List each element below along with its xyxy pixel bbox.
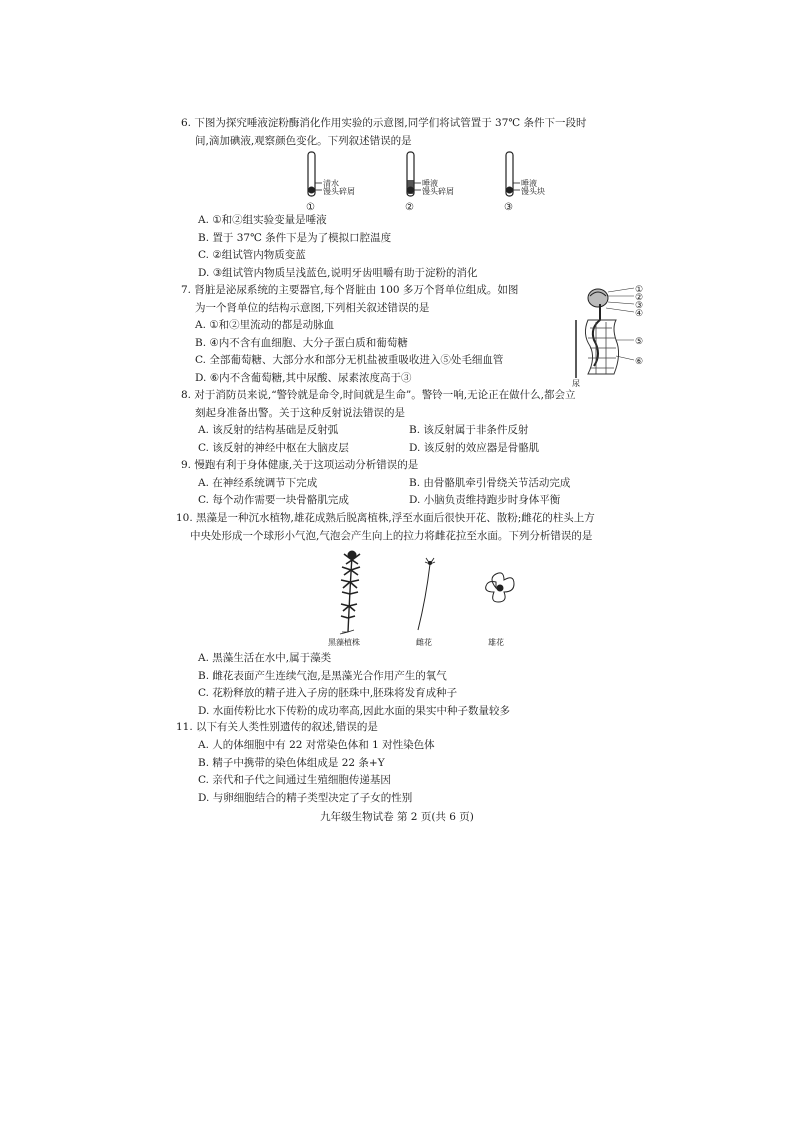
question-10-option-a[interactable]: A. 黑藻生活在水中,属于藻类 (198, 652, 332, 664)
question-6-option-a[interactable]: A. ①和②组实验变量是唾液 (198, 214, 327, 226)
question-11-option-d[interactable]: D. 与卵细胞结合的精子类型决定了子女的性别 (198, 791, 413, 804)
test-tube-1-number: ① (306, 202, 315, 213)
question-6-stem-line-2: 间,滴加碘液,观察颜色变化。下列叙述错误的是 (195, 134, 412, 147)
question-7-option-b[interactable]: B. ④内不含有血细胞、大分子蛋白质和葡萄糖 (195, 336, 408, 349)
question-7-option-c[interactable]: C. 全部葡萄糖、大部分水和部分无机盐被重吸收进入⑤处毛细血管 (195, 354, 504, 366)
male-flower-label: 雄花 (488, 638, 504, 647)
test-tube-3-top-label: 唾液 (521, 179, 537, 188)
test-tube-2 (405, 152, 454, 213)
test-tube-1 (306, 152, 355, 213)
test-tube-figure (290, 150, 560, 214)
question-11-stem: 11. 以下有关人类性别遗传的叙述,错误的是 (176, 721, 378, 733)
question-7-option-d[interactable]: D. ⑥内不含葡萄糖,其中尿酸、尿素浓度高于③ (195, 371, 412, 384)
nephron-label-2: ② (635, 293, 644, 303)
male-flower (486, 573, 514, 602)
nephron-label-5: ⑤ (635, 337, 644, 347)
question-9-option-b[interactable]: B. 由骨骼肌牵引骨绕关节活动完成 (409, 477, 571, 489)
question-8-stem-line-1: 8. 对于消防员来说,“警铃就是命令,时间就是生命”。警铃一响,无论正在做什么,都会立 (181, 389, 576, 401)
page-footer: 九年级生物试卷 第 2 页(共 6 页) (320, 811, 474, 823)
question-8-option-d[interactable]: D. 该反射的效应器是骨骼肌 (409, 442, 540, 454)
nephron-label-1: ① (635, 285, 644, 295)
question-8-option-a[interactable]: A. 该反射的结构基础是反射弧 (198, 424, 339, 436)
question-6-option-c[interactable]: C. ②组试管内物质变蓝 (198, 249, 306, 261)
hydrilla-plant-label: 黑藻植株 (328, 638, 360, 647)
question-7-option-a[interactable]: A. ①和②里流动的都是动脉血 (195, 319, 335, 331)
nephron-label-3: ③ (635, 301, 644, 311)
test-tube-3-number: ③ (504, 202, 513, 213)
question-10-option-d[interactable]: D. 水面传粉比水下传粉的成功率高,因此水面的果实中种子数量较多 (198, 704, 511, 717)
nephron-label-6: ⑥ (635, 357, 644, 367)
question-8-option-b[interactable]: B. 该反射属于非条件反射 (409, 424, 529, 436)
question-11-options (198, 737, 676, 807)
question-11-option-a[interactable]: A. 人的体细胞中有 22 对常染色体和 1 对性染色体 (198, 739, 435, 751)
question-6-option-b[interactable]: B. 置于 37℃ 条件下是为了模拟口腔温度 (198, 231, 392, 244)
female-flower-label: 雌花 (416, 638, 432, 647)
question-10-option-b[interactable]: B. 雌花表面产生连续气泡,是黑藻光合作用产生的氧气 (198, 669, 447, 682)
question-11 (176, 719, 654, 737)
nephron-label-4: ④ (635, 309, 644, 319)
test-tube-2-number: ② (405, 202, 414, 213)
question-10-stem-line-1: 10. 黑藻是一种沉水植物,雄花成熟后脱离植株,浮至水面后很快开花、散粉;雌花的柱头上方 (176, 512, 595, 524)
question-7-stem-line-1: 7. 肾脏是泌尿系统的主要器官,每个肾脏由 100 多万个肾单位组成。如图 (181, 284, 519, 296)
question-9-option-a[interactable]: A. 在神经系统调节下完成 (198, 477, 318, 489)
question-9 (181, 457, 659, 475)
question-7-stem-line-2: 为一个肾单位的结构示意图,下列相关叙述错误的是 (195, 301, 430, 314)
question-6-stem-line-1: 6. 下图为探究唾液淀粉酶消化作用实验的示意图,同学们将试管置于 37℃ 条件下一段时 (181, 117, 587, 129)
question-11-option-c[interactable]: C. 亲代和子代之间通过生殖细胞传递基因 (198, 774, 391, 786)
test-tube-2-top-label: 唾液 (422, 179, 438, 188)
test-tube-1-bottom-label: 馒头碎屑 (323, 187, 355, 196)
question-10 (176, 510, 654, 545)
question-10-stem-line-2: 中央处形成一个球形小气泡,气泡会产生向上的拉力将雌花拉至水面。下列分析错误的是 (190, 529, 593, 542)
question-9-stem: 9. 慢跑有利于身体健康,关于这项运动分析错误的是 (181, 459, 419, 471)
question-10-option-c[interactable]: C. 花粉释放的精子进入子房的胚珠中,胚珠将发育成种子 (198, 687, 458, 699)
question-6 (181, 115, 659, 150)
hydrilla-figure (322, 548, 532, 648)
test-tube-1-top-label: 清水 (323, 179, 339, 188)
nephron-diagram (572, 284, 652, 388)
question-8-stem-line-2: 刻起身准备出警。关于这种反射说法错误的是 (195, 406, 405, 419)
question-11-option-b[interactable]: B. 精子中携带的染色体组成是 22 条+Y (198, 756, 385, 769)
test-tube-2-bottom-label: 馒头碎屑 (422, 187, 454, 196)
question-10-options (198, 650, 676, 720)
test-tube-3 (504, 152, 545, 213)
question-6-options (198, 212, 676, 282)
question-6-option-d[interactable]: D. ③组试管内物质呈浅蓝色,说明牙齿咀嚼有助于淀粉的消化 (198, 266, 478, 279)
question-8 (181, 387, 659, 422)
question-8-option-c[interactable]: C. 该反射的神经中枢在大脑皮层 (198, 442, 349, 454)
nephron-urine-label: 尿 (572, 379, 580, 388)
question-9-option-d[interactable]: D. 小脑负责维持跑步时身体平衡 (409, 494, 561, 506)
test-tube-3-bottom-label: 馒头块 (521, 187, 545, 196)
female-flower (418, 558, 435, 630)
question-9-option-c[interactable]: C. 每个动作需要一块骨骼肌完成 (198, 494, 349, 506)
hydrilla-plant (340, 551, 360, 634)
